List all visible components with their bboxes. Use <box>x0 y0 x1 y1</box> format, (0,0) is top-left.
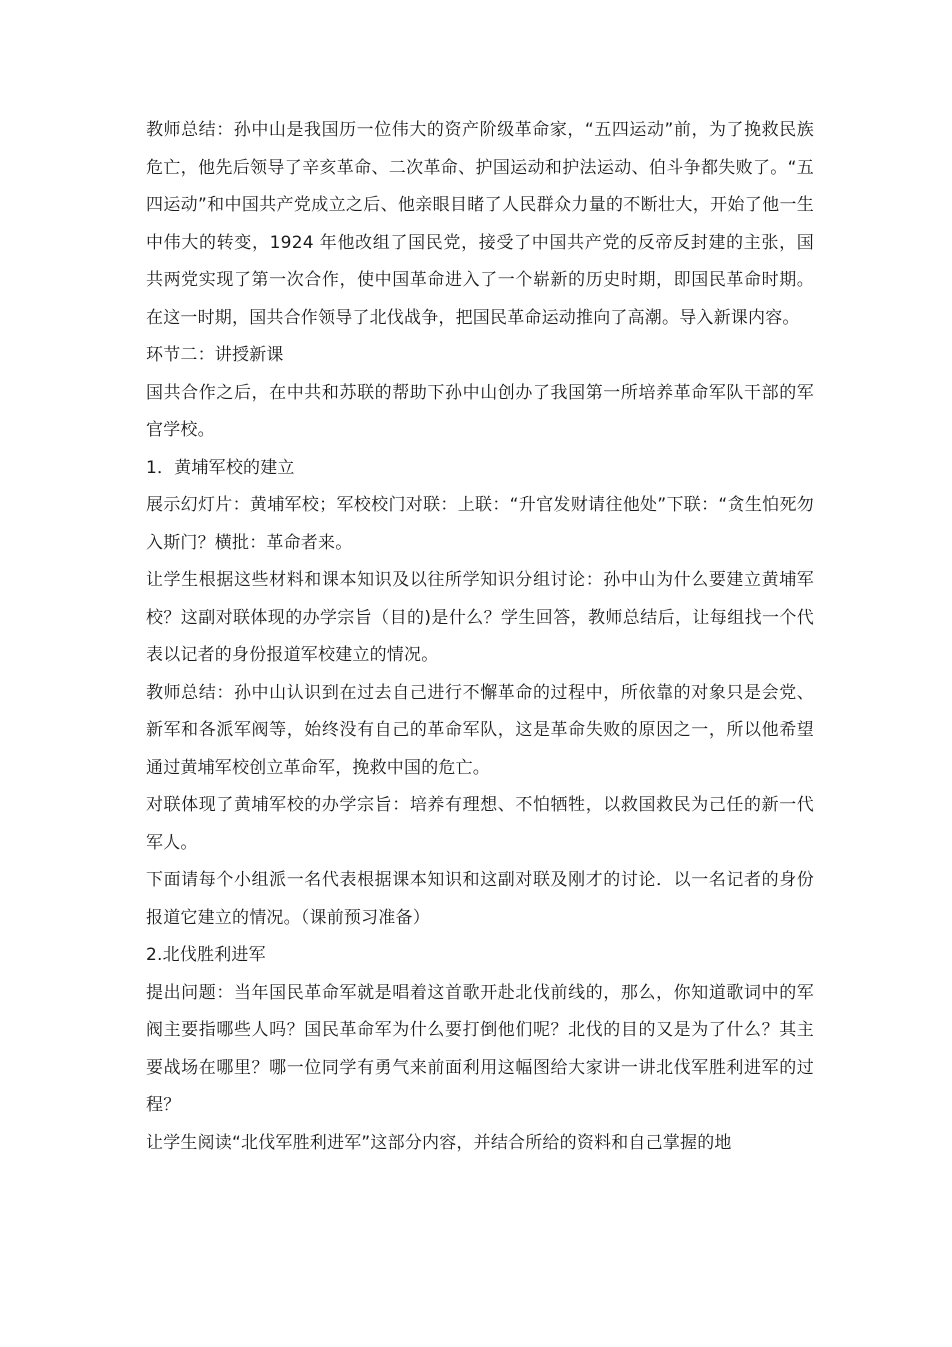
subheading-whampoa-academy: 1．黄埔军校的建立 <box>146 457 295 478</box>
intro-paragraph: 国共合作之后，在中共和苏联的帮助下孙中山创办了我国第一所培养革命军队干部的军官学校。 <box>146 382 814 440</box>
question-paragraph: 提出问题：当年国民革命军就是唱着这首歌开赴北伐前线的，那么，你知道歌词中的军阀主要指哪些人吗？国民革命军为什么要打倒他们呢？北伐的目的又是为了什么？其主要战场在哪里？哪一位同学有勇气来前面利用这幅图给大家讲一讲北伐军胜利进军的过程？ <box>146 982 814 1115</box>
document-body <box>146 112 814 1162</box>
teacher-summary-paragraph: 教师总结：孙中山是我国历一位伟大的资产阶级革命家，“五四运动”前，为了挽救民族危亡，他先后领导了辛亥革命、二次革命、护国运动和护法运动、伯斗争都失败了。“五四运动”和中国共产党成立之后、他亲眼目睹了人民群众力量的不断壮大，开始了他一生中伟大的转变，1924 年他改组了国民党，接受了中国共产党的反帝反封建的主张，国共两党实现了第一次合作，使中国革命进入了一个崭新的历史时期，即国民革命时期。在这一时期，国共合作领导了北伐战争，把国民革命运动推向了高潮。导入新课内容。 <box>146 120 814 328</box>
reading-task-paragraph: 让学生阅读“北伐军胜利进军”这部分内容，并结合所给的资料和自己掌握的地 <box>146 1132 732 1153</box>
section-heading-new-lesson: 环节二：讲授新课 <box>146 345 284 365</box>
teacher-summary-paragraph-2: 教师总结：孙中山认识到在过去自己进行不懈革命的过程中，所依靠的对象只是会党、新军和各派军阀等，始终没有自己的革命军队，这是革命失败的原因之一，所以他希望通过黄埔军校创立革命军，挽救中国的危亡。 <box>146 682 814 778</box>
slide-couplet-paragraph: 展示幻灯片：黄埔军校；军校校门对联：上联：“升官发财请往他处”下联：“贪生怕死勿入斯门？横批：革命者来。 <box>146 495 814 553</box>
subheading-northern-expedition: 2.北伐胜利进军 <box>146 945 266 965</box>
discussion-paragraph: 让学生根据这些材料和课本知识及以往所学知识分组讨论：孙中山为什么要建立黄埔军校？这副对联体现的办学宗旨（目的)是什么？学生回答，教师总结后，让每组找一个代表以记者的身份报道军校建立的情况。 <box>146 570 814 665</box>
group-report-paragraph: 下面请每个小组派一名代表根据课本知识和这副对联及刚才的讨论．以一名记者的身份报道它建立的情况。（课前预习准备） <box>146 870 814 928</box>
couplet-purpose-paragraph: 对联体现了黄埔军校的办学宗旨：培养有理想、不怕牺牲，以救国救民为己任的新一代军人。 <box>146 795 814 853</box>
